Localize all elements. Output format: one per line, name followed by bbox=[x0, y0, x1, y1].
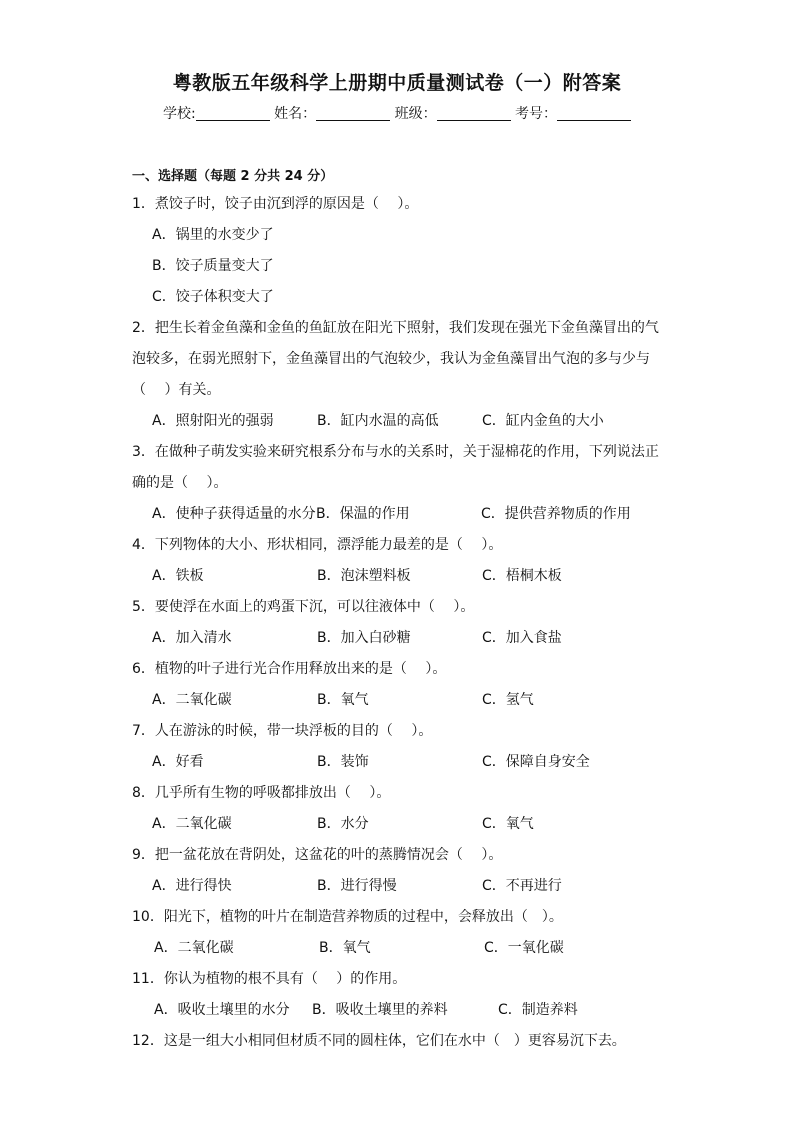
answer-option[interactable]: B．氧气 bbox=[319, 940, 371, 956]
answer-option[interactable]: B．加入白砂糖 bbox=[317, 630, 411, 646]
question-stem: 8．几乎所有生物的呼吸都排放出（ ）。 bbox=[132, 785, 391, 801]
question-stem: 泡较多，在弱光照射下，金鱼藻冒出的气泡较少，我认为金鱼藻冒出气泡的多与少与 bbox=[132, 351, 650, 367]
answer-option[interactable]: A．进行得快 bbox=[152, 878, 232, 894]
answer-option[interactable]: A．二氧化碳 bbox=[154, 940, 234, 956]
answer-option[interactable]: B．氧气 bbox=[317, 692, 369, 708]
options-row bbox=[132, 747, 672, 778]
answer-option[interactable]: B．泡沫塑料板 bbox=[317, 568, 411, 584]
question-stem: 2．把生长着金鱼藻和金鱼的鱼缸放在阳光下照射，我们发现在强光下金鱼藻冒出的气 bbox=[132, 320, 659, 336]
options-row bbox=[132, 685, 672, 716]
answer-option[interactable]: C．梧桐木板 bbox=[482, 568, 562, 584]
school-blank[interactable] bbox=[196, 105, 270, 121]
document-title: 粤教版五年级科学上册期中质量测试卷（一）附答案 bbox=[172, 72, 622, 94]
options-row bbox=[132, 995, 672, 1026]
question-list bbox=[132, 165, 672, 1057]
question-stem: 7．人在游泳的时候，带一块浮板的目的（ ）。 bbox=[132, 723, 433, 739]
question-stem: 11．你认为植物的根不具有（ ）的作用。 bbox=[132, 971, 407, 987]
answer-option[interactable]: C．不再进行 bbox=[482, 878, 562, 894]
answer-option[interactable]: C．制造养料 bbox=[498, 1002, 578, 1018]
question-stem: 9．把一盆花放在背阴处，这盆花的叶的蒸腾情况会（ ）。 bbox=[132, 847, 503, 863]
answer-option[interactable]: C．加入食盐 bbox=[482, 630, 562, 646]
question-stem: （ ）有关。 bbox=[132, 382, 221, 398]
answer-option[interactable]: A．好看 bbox=[152, 754, 204, 770]
answer-option[interactable]: C．氧气 bbox=[482, 816, 534, 832]
class-blank[interactable] bbox=[437, 105, 511, 121]
answer-option[interactable]: A．加入清水 bbox=[152, 630, 232, 646]
answer-option[interactable]: B．进行得慢 bbox=[317, 878, 397, 894]
answer-option[interactable]: A．照射阳光的强弱 bbox=[152, 413, 274, 429]
answer-option[interactable]: A．吸收土壤里的水分 bbox=[154, 1002, 290, 1018]
answer-option[interactable]: A．锅里的水变少了 bbox=[152, 227, 274, 243]
answer-option[interactable]: B．吸收土壤里的养料 bbox=[312, 1002, 448, 1018]
options-row bbox=[132, 871, 672, 902]
question-stem: 10．阳光下，植物的叶片在制造营养物质的过程中，会释放出（ ）。 bbox=[132, 909, 563, 925]
class-label: 班级： bbox=[394, 106, 437, 122]
answer-option[interactable]: B．缸内水温的高低 bbox=[317, 413, 439, 429]
question-stem: 4．下列物体的大小、形状相同，漂浮能力最差的是（ ）。 bbox=[132, 537, 503, 553]
answer-option[interactable]: C．缸内金鱼的大小 bbox=[482, 413, 604, 429]
answer-option[interactable]: C．氢气 bbox=[482, 692, 534, 708]
question-stem: 1．煮饺子时，饺子由沉到浮的原因是（ ）。 bbox=[132, 196, 419, 212]
options-row bbox=[132, 933, 672, 964]
answer-option[interactable]: C．饺子体积变大了 bbox=[152, 289, 274, 305]
question-stem: 6．植物的叶子进行光合作用释放出来的是（ ）。 bbox=[132, 661, 447, 677]
options-row bbox=[132, 809, 672, 840]
student-info-line bbox=[0, 103, 794, 123]
options-row bbox=[132, 406, 672, 437]
options-row bbox=[132, 220, 672, 313]
question-stem: 3．在做种子萌发实验来研究根系分布与水的关系时，关于湿棉花的作用，下列说法正 bbox=[132, 444, 659, 460]
answer-option[interactable]: C．提供营养物质的作用 bbox=[481, 506, 631, 522]
answer-option[interactable]: C．保障自身安全 bbox=[482, 754, 590, 770]
section-heading: 一、选择题（每题 2 分共 24 分） bbox=[132, 169, 334, 184]
options-row bbox=[132, 499, 672, 530]
answer-option[interactable]: A．二氧化碳 bbox=[152, 816, 232, 832]
answer-option[interactable]: A．使种子获得适量的水分 bbox=[152, 506, 316, 522]
options-row bbox=[132, 623, 672, 654]
name-blank[interactable] bbox=[316, 105, 390, 121]
question-stem: 12．这是一组大小相同但材质不同的圆柱体，它们在水中（ ）更容易沉下去。 bbox=[132, 1033, 626, 1049]
question-stem: 5．要使浮在水面上的鸡蛋下沉，可以往液体中（ ）。 bbox=[132, 599, 475, 615]
answer-option[interactable]: A．铁板 bbox=[152, 568, 204, 584]
answer-option[interactable]: B．装饰 bbox=[317, 754, 369, 770]
name-label: 姓名： bbox=[274, 106, 317, 122]
answer-option[interactable]: B．水分 bbox=[317, 816, 369, 832]
question-stem: 确的是（ ）。 bbox=[132, 475, 228, 491]
answer-option[interactable]: B．保温的作用 bbox=[316, 506, 410, 522]
exam-number-label: 考号： bbox=[515, 106, 558, 122]
exam-number-blank[interactable] bbox=[557, 105, 631, 121]
options-row bbox=[132, 561, 672, 592]
school-label: 学校: bbox=[162, 106, 196, 122]
answer-option[interactable]: B．饺子质量变大了 bbox=[152, 258, 274, 274]
answer-option[interactable]: A．二氧化碳 bbox=[152, 692, 232, 708]
answer-option[interactable]: C．一氧化碳 bbox=[484, 940, 564, 956]
